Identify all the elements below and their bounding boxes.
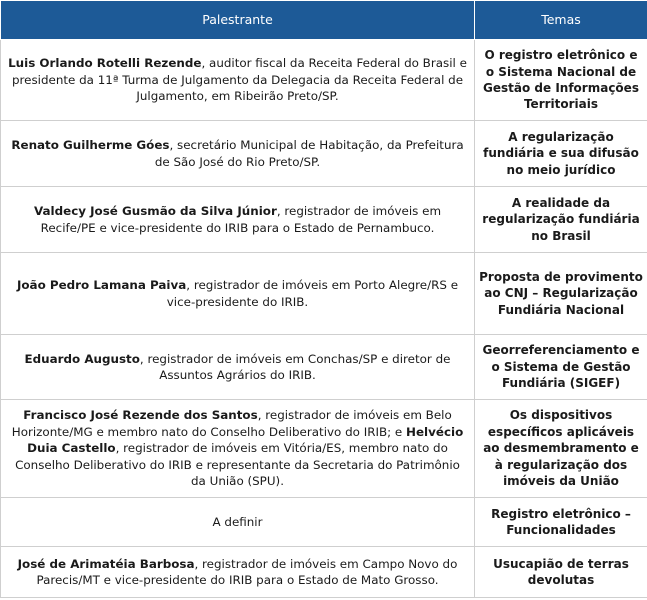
speaker-cell	[1, 547, 475, 598]
topic-cell: A realidade da regularização fundiária no Brasil	[475, 187, 647, 253]
table-row	[1, 187, 647, 253]
speaker-name: Valdecy José Gusmão da Silva Júnior	[33, 204, 277, 219]
table-header	[1, 1, 647, 40]
speaker-description-secondary: , registrador de imóveis em Vitória/ES, membro nato do Conselho Deliberativo do IRIB e representante da Secretaria do Patrimônio da União (SPU).	[15, 441, 460, 489]
topic-column-header: Temas	[475, 1, 647, 40]
speaker-cell	[1, 187, 475, 253]
table-row	[1, 400, 647, 498]
speaker-name: Renato Guilherme Góes	[11, 138, 170, 153]
speaker-name: Luis Orlando Rotelli Rezende	[8, 56, 202, 71]
table-row	[1, 335, 647, 400]
topic-cell: Proposta de provimento ao CNJ – Regularização Fundiária Nacional	[475, 253, 647, 335]
speaker-cell	[1, 335, 475, 400]
speaker-cell	[1, 498, 475, 547]
speaker-name: João Pedro Lamana Paiva	[16, 278, 187, 293]
speaker-name: José de Arimatéia Barbosa	[17, 556, 195, 571]
speaker-cell	[1, 121, 475, 187]
speaker-name: Eduardo Augusto	[24, 351, 140, 366]
speaker-description: , registrador de imóveis em Recife/PE e vice-presidente do IRIB para o Estado de Pernambuco.	[40, 204, 442, 235]
speaker-column-header: Palestrante	[1, 1, 475, 40]
speaker-description: , auditor fiscal da Receita Federal do Brasil e presidente da 11ª Turma de Julgamento da Delegacia da Receita Federal de Julgamento, em Ribeirão Preto/SP.	[11, 56, 467, 104]
table-row	[1, 547, 647, 598]
topic-cell: A regularização fundiária e sua difusão no meio jurídico	[475, 121, 647, 187]
topic-cell: Registro eletrônico – Funcionalidades	[475, 498, 647, 547]
speaker-cell	[1, 40, 475, 121]
speaker-description: , registrador de imóveis em Belo Horizonte/MG e membro nato do Conselho Deliberativo do IRIB; e	[11, 408, 452, 439]
table-row	[1, 40, 647, 121]
table-row	[1, 253, 647, 335]
speaker-name-secondary: Helvécio Duia Castello	[27, 424, 464, 456]
topic-cell: Georreferenciamento e o Sistema de Gestão Fundiária (SIGEF)	[475, 335, 647, 400]
speaker-name: Francisco José Rezende dos Santos	[23, 408, 258, 423]
speaker-placeholder: A definir	[212, 514, 263, 529]
speaker-description: , registrador de imóveis em Campo Novo do Parecis/MT e vice-presidente do IRIB para o Estado de Mato Grosso.	[36, 556, 458, 587]
speaker-description: , registrador de imóveis em Porto Alegre/RS e vice-presidente do IRIB.	[166, 278, 459, 309]
topic-cell: O registro eletrônico e o Sistema Nacional de Gestão de Informações Territoriais	[475, 40, 647, 121]
topic-cell: Os dispositivos específicos aplicáveis ao desmembramento e à regularização dos imóveis da União	[475, 400, 647, 498]
topic-cell: Usucapião de terras devolutas	[475, 547, 647, 598]
table-row	[1, 498, 647, 547]
speaker-description: , secretário Municipal de Habitação, da Prefeitura de São José do Rio Preto/SP.	[154, 138, 464, 169]
speaker-cell	[1, 253, 475, 335]
speaker-cell	[1, 400, 475, 498]
table-row	[1, 121, 647, 187]
speaker-description: , registrador de imóveis em Conchas/SP e diretor de Assuntos Agrários do IRIB.	[139, 351, 451, 382]
